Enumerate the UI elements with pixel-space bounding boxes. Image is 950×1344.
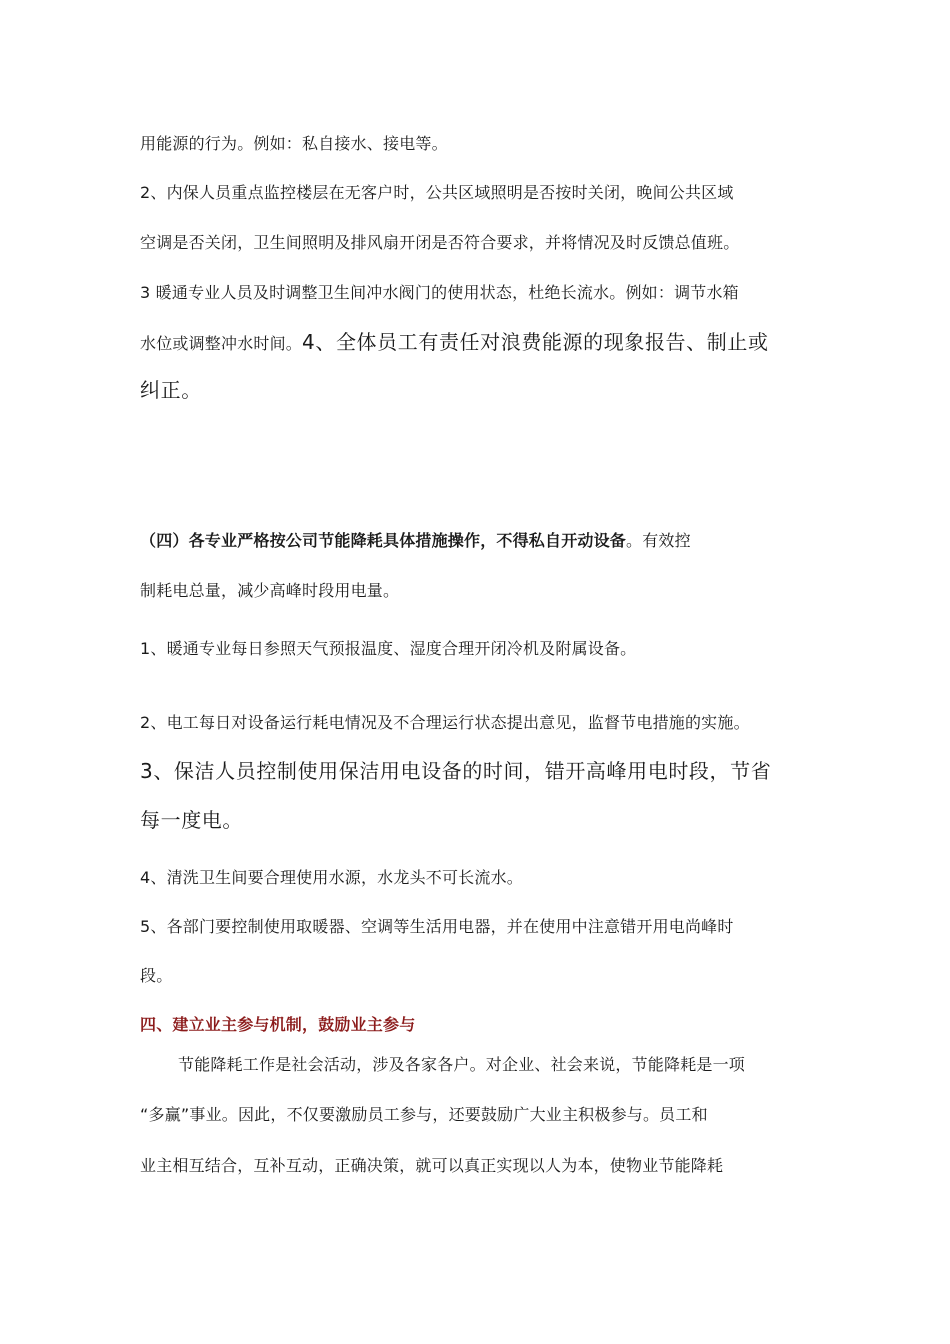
- text-line: 用能源的行为。例如：私自接水、接电等。: [140, 134, 448, 153]
- section-heading-bold: （四）各专业严格按公司节能降耗具体措施操作，不得私自开动设备: [140, 531, 627, 550]
- list-item: 1、暖通专业每日参照天气预报温度、湿度合理开闭冷机及附属设备。: [140, 639, 637, 658]
- text-line: 2、内保人员重点监控楼层在无客户时，公共区域照明是否按时关闭，晚间公共区域: [140, 183, 734, 202]
- list-item: 2、电工每日对设备运行耗电情况及不合理运行状态提出意见，监督节电措施的实施。: [140, 713, 750, 732]
- list-item: 5、各部门要控制使用取暖器、空调等生活用电器，并在使用中注意错开用电尚峰时: [140, 917, 734, 936]
- list-item: 段。: [140, 966, 173, 985]
- list-item-large: 3、保洁人员控制使用保洁用电设备的时间，错开高峰用电时段，节省: [140, 759, 772, 783]
- text-line: 制耗电总量，减少高峰时段用电量。: [140, 581, 400, 600]
- text-segment-large: 4、全体员工有责任对浪费能源的现象报告、制止或: [302, 330, 769, 354]
- text-line: 纠正。: [140, 378, 202, 402]
- paragraph-line: 节能降耗工作是社会活动，涉及各家各户。对企业、社会来说，节能降耗是一项: [178, 1055, 746, 1074]
- text-line: 3 暖通专业人员及时调整卫生间冲水阀门的使用状态，杜绝长流水。例如：调节水箱: [140, 283, 739, 302]
- list-item-large: 每一度电。: [140, 808, 243, 832]
- text-line: [140, 327, 769, 357]
- section-heading-rest: 。有效控: [626, 531, 691, 550]
- part-heading: 四、建立业主参与机制，鼓励业主参与: [140, 1015, 416, 1034]
- paragraph-line: 业主相互结合，互补互动，正确决策，就可以真正实现以人为本，使物业节能降耗: [140, 1156, 724, 1175]
- text-line: 空调是否关闭，卫生间照明及排风扇开闭是否符合要求，并将情况及时反馈总值班。: [140, 233, 740, 252]
- section-heading: [140, 529, 691, 553]
- text-segment: 水位或调整冲水时间。: [140, 334, 303, 353]
- paragraph-line: “多赢”事业。因此，不仅要激励员工参与，还要鼓励广大业主积极参与。员工和: [140, 1105, 708, 1124]
- list-item: 4、清洗卫生间要合理使用水源，水龙头不可长流水。: [140, 868, 523, 887]
